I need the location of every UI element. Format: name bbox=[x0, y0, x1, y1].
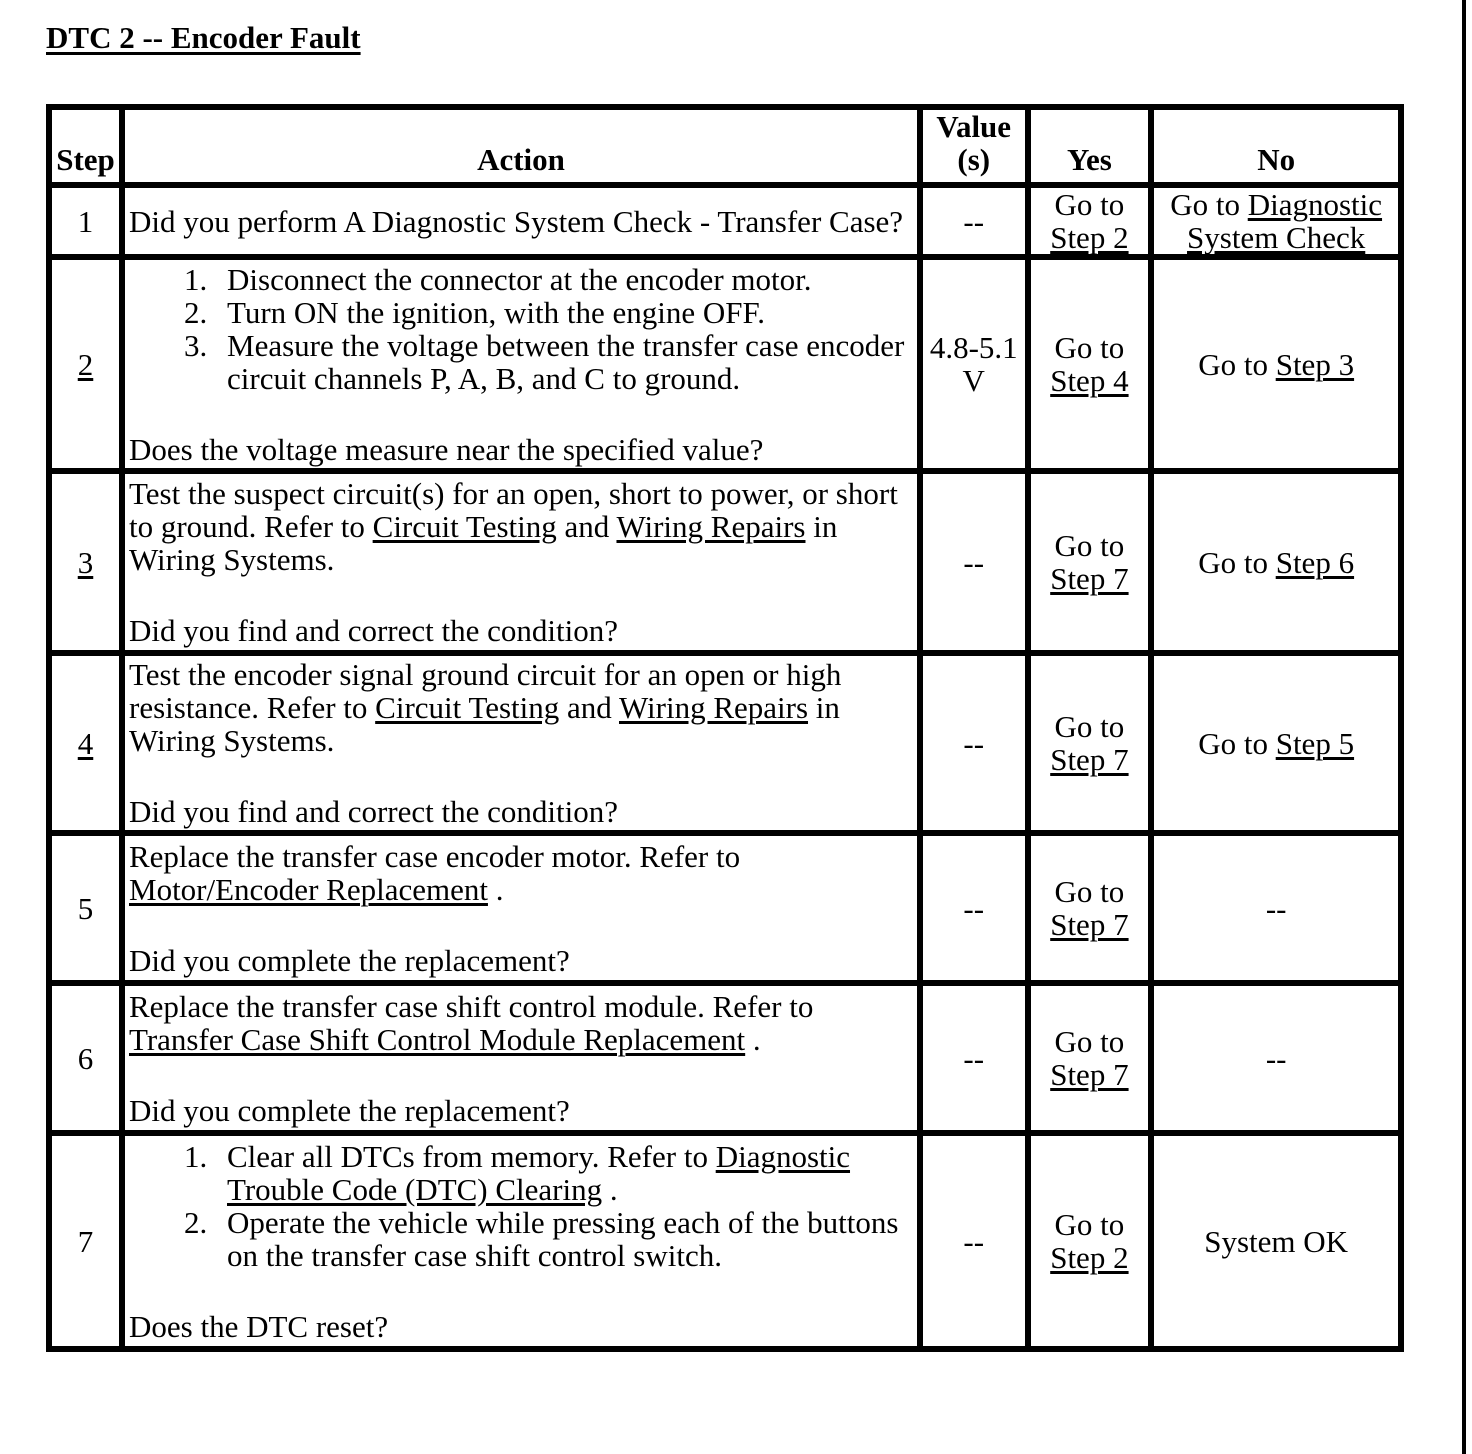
circuit-testing-link[interactable]: Circuit Testing bbox=[375, 690, 560, 725]
diagnostic-table bbox=[46, 104, 1404, 1352]
list-item: 1. Disconnect the connector at the encoder motor. bbox=[215, 263, 913, 296]
value-cell: -- bbox=[923, 836, 1025, 980]
yes-cell bbox=[1031, 986, 1149, 1130]
table-row bbox=[52, 656, 1398, 830]
yes-link[interactable]: Step 7 bbox=[1050, 742, 1129, 777]
no-cell bbox=[1154, 474, 1398, 650]
action-question: Did you complete the replacement? bbox=[129, 942, 570, 978]
motor-encoder-replacement-link[interactable]: Motor/Encoder Replacement bbox=[129, 871, 488, 907]
action-question: Did you find and correct the condition? bbox=[129, 794, 618, 829]
no-link[interactable]: Step 6 bbox=[1275, 544, 1355, 580]
list-item: 3. Measure the voltage between the transfer case encoder circuit channels P, A, B, and C to ground. bbox=[215, 329, 913, 395]
value-cell: 4.8-5.1 V bbox=[923, 260, 1025, 468]
yes-prefix: Go to bbox=[1054, 709, 1125, 744]
page-title: DTC 2 -- Encoder Fault bbox=[46, 20, 361, 55]
action-text: . bbox=[752, 1021, 761, 1057]
no-prefix: Go to bbox=[1198, 346, 1268, 382]
no-prefix: Go to bbox=[1198, 544, 1268, 580]
value-cell: -- bbox=[923, 986, 1025, 1130]
header-step: Step bbox=[52, 110, 119, 182]
yes-cell bbox=[1031, 836, 1149, 980]
action-paragraph bbox=[129, 840, 913, 906]
table-row bbox=[52, 1136, 1398, 1346]
action-cell bbox=[125, 986, 917, 1130]
yes-prefix: Go to bbox=[1054, 330, 1125, 365]
step-number: 6 bbox=[52, 986, 119, 1130]
list-item bbox=[215, 1140, 913, 1206]
action-text: Test the suspect circuit(s) for an open, short to power, or short to ground. Refer to bbox=[129, 476, 898, 544]
action-text: Replace the transfer case shift control module. Refer to bbox=[129, 988, 814, 1024]
yes-link[interactable]: Step 7 bbox=[1050, 561, 1129, 596]
wiring-repairs-link[interactable]: Wiring Repairs bbox=[619, 690, 809, 725]
list-item: 2. Turn ON the ignition, with the engine OFF. bbox=[215, 296, 913, 329]
header-yes: Yes bbox=[1031, 110, 1149, 182]
yes-link[interactable]: Step 7 bbox=[1050, 907, 1129, 942]
step-number-cell bbox=[52, 656, 119, 830]
action-list bbox=[129, 1140, 913, 1272]
no-link[interactable]: Step 5 bbox=[1275, 725, 1355, 761]
table-row bbox=[52, 986, 1398, 1130]
action-cell bbox=[125, 656, 917, 830]
step-number: 1 bbox=[52, 188, 119, 254]
action-text: and bbox=[564, 509, 610, 544]
step-number-link[interactable]: 2 bbox=[77, 346, 94, 382]
action-text: in Wiring Systems. bbox=[129, 509, 838, 577]
yes-link[interactable]: Step 2 bbox=[1050, 220, 1129, 255]
table-row bbox=[52, 474, 1398, 650]
step-number: 5 bbox=[52, 836, 119, 980]
value-cell: -- bbox=[923, 1136, 1025, 1346]
action-question: Does the DTC reset? bbox=[129, 1308, 389, 1344]
table-row bbox=[52, 260, 1398, 468]
yes-prefix: Go to bbox=[1054, 1207, 1125, 1242]
yes-cell bbox=[1031, 1136, 1149, 1346]
yes-cell bbox=[1031, 656, 1149, 830]
header-action: Action bbox=[125, 110, 917, 182]
value-cell: -- bbox=[923, 474, 1025, 650]
action-cell bbox=[125, 474, 917, 650]
action-paragraph bbox=[129, 658, 913, 757]
step-number-link[interactable]: 3 bbox=[77, 544, 94, 580]
action-text: in Wiring Systems. bbox=[129, 690, 840, 758]
no-link[interactable]: Step 3 bbox=[1275, 346, 1355, 382]
no-cell bbox=[1154, 260, 1398, 468]
yes-prefix: Go to bbox=[1054, 528, 1125, 563]
no-cell: -- bbox=[1154, 986, 1398, 1130]
action-cell bbox=[125, 836, 917, 980]
action-paragraph bbox=[129, 990, 913, 1056]
no-prefix: Go to bbox=[1198, 725, 1268, 761]
step-number-cell bbox=[52, 260, 119, 468]
no-cell bbox=[1154, 188, 1398, 254]
yes-prefix: Go to bbox=[1054, 1024, 1125, 1059]
yes-link[interactable]: Step 4 bbox=[1050, 363, 1129, 398]
value-cell: -- bbox=[923, 188, 1025, 254]
action-list bbox=[129, 263, 913, 395]
action-text: and bbox=[567, 690, 612, 725]
yes-link[interactable]: Step 7 bbox=[1050, 1057, 1129, 1092]
header-value-line2: (s) bbox=[957, 142, 991, 177]
step-number-cell bbox=[52, 474, 119, 650]
no-prefix: Go to bbox=[1170, 187, 1240, 222]
action-text: Test the encoder signal ground circuit for an open or high resistance. Refer to bbox=[129, 657, 842, 725]
table-header-row bbox=[52, 110, 1398, 182]
yes-prefix: Go to bbox=[1054, 874, 1125, 909]
shift-control-module-replacement-link[interactable]: Transfer Case Shift Control Module Replacement bbox=[129, 1021, 746, 1057]
value-cell: -- bbox=[923, 656, 1025, 830]
list-item-text: . bbox=[609, 1171, 618, 1207]
no-cell: -- bbox=[1154, 836, 1398, 980]
action-paragraph bbox=[129, 477, 913, 576]
yes-cell bbox=[1031, 188, 1149, 254]
header-value-line1: Value bbox=[936, 109, 1012, 144]
no-cell: System OK bbox=[1154, 1136, 1398, 1346]
yes-link[interactable]: Step 2 bbox=[1050, 1240, 1129, 1275]
circuit-testing-link[interactable]: Circuit Testing bbox=[372, 509, 557, 544]
step-number-link[interactable]: 4 bbox=[77, 725, 94, 761]
list-item: 2. Operate the vehicle while pressing each of the buttons on the transfer case shift control switch. bbox=[215, 1206, 913, 1272]
action-question: Does the voltage measure near the specified value? bbox=[129, 431, 764, 467]
no-cell bbox=[1154, 656, 1398, 830]
action-text: . bbox=[495, 871, 504, 907]
header-value bbox=[923, 110, 1025, 182]
action-cell bbox=[125, 1136, 917, 1346]
table-row bbox=[52, 836, 1398, 980]
dtc-clearing-link[interactable]: Diagnostic Trouble Code (DTC) Clearing bbox=[227, 1138, 851, 1207]
yes-cell bbox=[1031, 474, 1149, 650]
list-item-text: Clear all DTCs from memory. Refer to bbox=[227, 1138, 708, 1174]
action-cell bbox=[125, 260, 917, 468]
step-number: 7 bbox=[52, 1136, 119, 1346]
header-no: No bbox=[1154, 110, 1398, 182]
action-text: Did you perform A Diagnostic System Check - Transfer Case? bbox=[125, 188, 917, 254]
action-question: Did you find and correct the condition? bbox=[129, 613, 618, 648]
yes-cell bbox=[1031, 260, 1149, 468]
yes-prefix: Go to bbox=[1054, 187, 1125, 222]
page-border-rule bbox=[1462, 0, 1466, 1454]
action-question: Did you complete the replacement? bbox=[129, 1092, 570, 1128]
action-text: Replace the transfer case encoder motor. Refer to bbox=[129, 838, 741, 874]
table-row bbox=[52, 188, 1398, 254]
wiring-repairs-link[interactable]: Wiring Repairs bbox=[616, 509, 806, 544]
no-link[interactable]: Diagnostic System Check bbox=[1187, 187, 1383, 255]
